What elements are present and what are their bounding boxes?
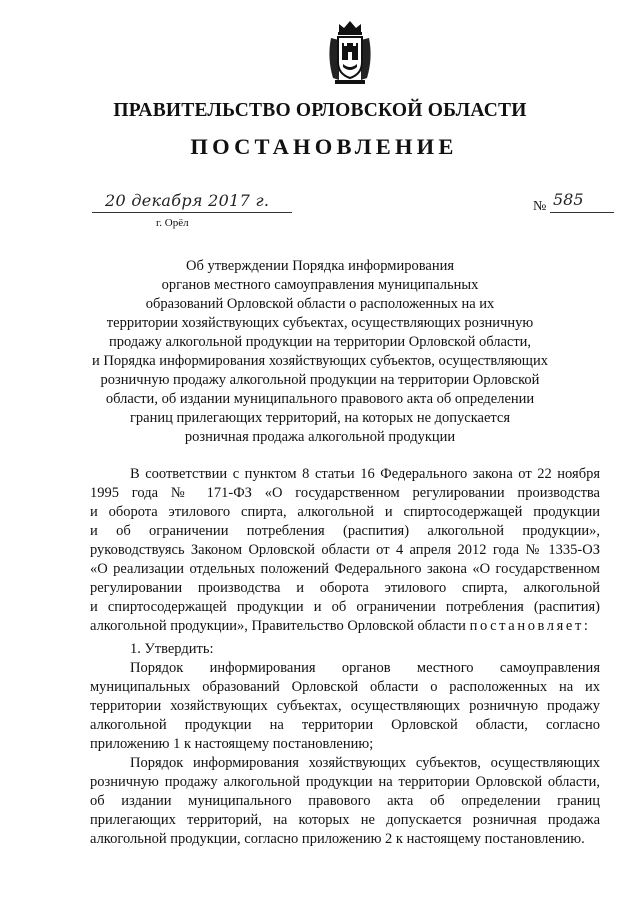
number-label: № bbox=[533, 199, 547, 214]
title-line: границ прилегающих территорий, на которых не допускается bbox=[129, 410, 511, 426]
document-type-heading: ПОСТАНОВЛЕНИЕ bbox=[190, 134, 458, 159]
body-line: муниципальных образований Орловской области о расположенных на их bbox=[90, 679, 600, 695]
city-label: г. Орёл bbox=[156, 217, 189, 229]
title-line: территории хозяйствующих субъектах, осуществляющих розничную bbox=[106, 315, 534, 331]
preamble-line: «О реализации отдельных положений Федерального закона «О государственном bbox=[90, 561, 600, 577]
preamble-line: и об ограничении потребления (распития) алкогольной продукции», bbox=[90, 523, 600, 539]
preamble-last-text: алкогольной продукции», Правительство Орловской области bbox=[90, 618, 466, 634]
organization-title: ПРАВИТЕЛЬСТВО ОРЛОВСКОЙ ОБЛАСТИ bbox=[113, 100, 527, 121]
preamble-line bbox=[90, 617, 600, 636]
decree-word: постановляет: bbox=[469, 618, 591, 634]
preamble-line: В соответствии с пунктом 8 статьи 16 Федерального закона от 22 ноября bbox=[130, 466, 600, 482]
body-line: территории хозяйствующих субъектах, осуществляющих розничную продажу bbox=[90, 698, 600, 714]
item-heading: 1. Утвердить: bbox=[130, 641, 214, 657]
body-line: Порядок информирования органов местного самоуправления bbox=[130, 660, 600, 676]
preamble-paragraph bbox=[90, 465, 600, 636]
body-line: об издании муниципального правового акта об определении границ bbox=[90, 793, 600, 809]
resolution-body bbox=[90, 640, 600, 849]
handwritten-number: 585 bbox=[553, 190, 584, 209]
title-line: образований Орловской области о расположенных на их bbox=[145, 296, 495, 312]
handwritten-date: 20 декабря 2017 г. bbox=[105, 191, 270, 210]
date-underline bbox=[92, 212, 292, 213]
title-line: розничная продажа алкогольной продукции bbox=[184, 429, 456, 445]
title-line: розничную продажу алкогольной продукции на территории Орловской bbox=[100, 372, 540, 388]
body-line: Порядок информирования хозяйствующих субъектов, осуществляющих bbox=[130, 755, 600, 771]
preamble-line: и спиртосодержащей продукции и об ограничении потребления (распития) bbox=[90, 599, 600, 615]
body-line: прилегающих территорий, на которых не допускается розничная продажа bbox=[90, 812, 600, 828]
title-line: органов местного самоуправления муниципальных bbox=[161, 277, 479, 293]
document-title bbox=[0, 257, 640, 447]
preamble-line: руководствуясь Законом Орловской области от 4 апреля 2012 года № 1335-ОЗ bbox=[90, 542, 600, 558]
body-line: приложению 1 к настоящему постановлению; bbox=[90, 736, 374, 752]
number-underline bbox=[550, 212, 614, 213]
body-line: розничную продажу алкогольной продукции на территории Орловской области, bbox=[90, 774, 600, 790]
preamble-line: 1995 года № 171-ФЗ «О государственном регулировании производства bbox=[90, 485, 600, 501]
regional-coat-of-arms-icon bbox=[325, 18, 375, 88]
preamble-line: и оборота этилового спирта, алкогольной и спиртосодержащей продукции bbox=[90, 504, 600, 520]
title-line: продажу алкогольной продукции на территории Орловской области, bbox=[108, 334, 532, 350]
body-line: алкогольной продукции, согласно приложению 2 к настоящему постановлению. bbox=[90, 831, 585, 847]
title-line: и Порядка информирования хозяйствующих субъектов, осуществляющих bbox=[92, 353, 548, 369]
title-line: Об утверждении Порядка информирования bbox=[185, 258, 455, 274]
title-line: области, об издании муниципального правового акта об определении bbox=[105, 391, 535, 407]
preamble-line: регулировании производства и оборота этилового спирта, алкогольной bbox=[90, 580, 600, 596]
body-line: алкогольной продукции на территории Орловской области, согласно bbox=[90, 717, 600, 733]
